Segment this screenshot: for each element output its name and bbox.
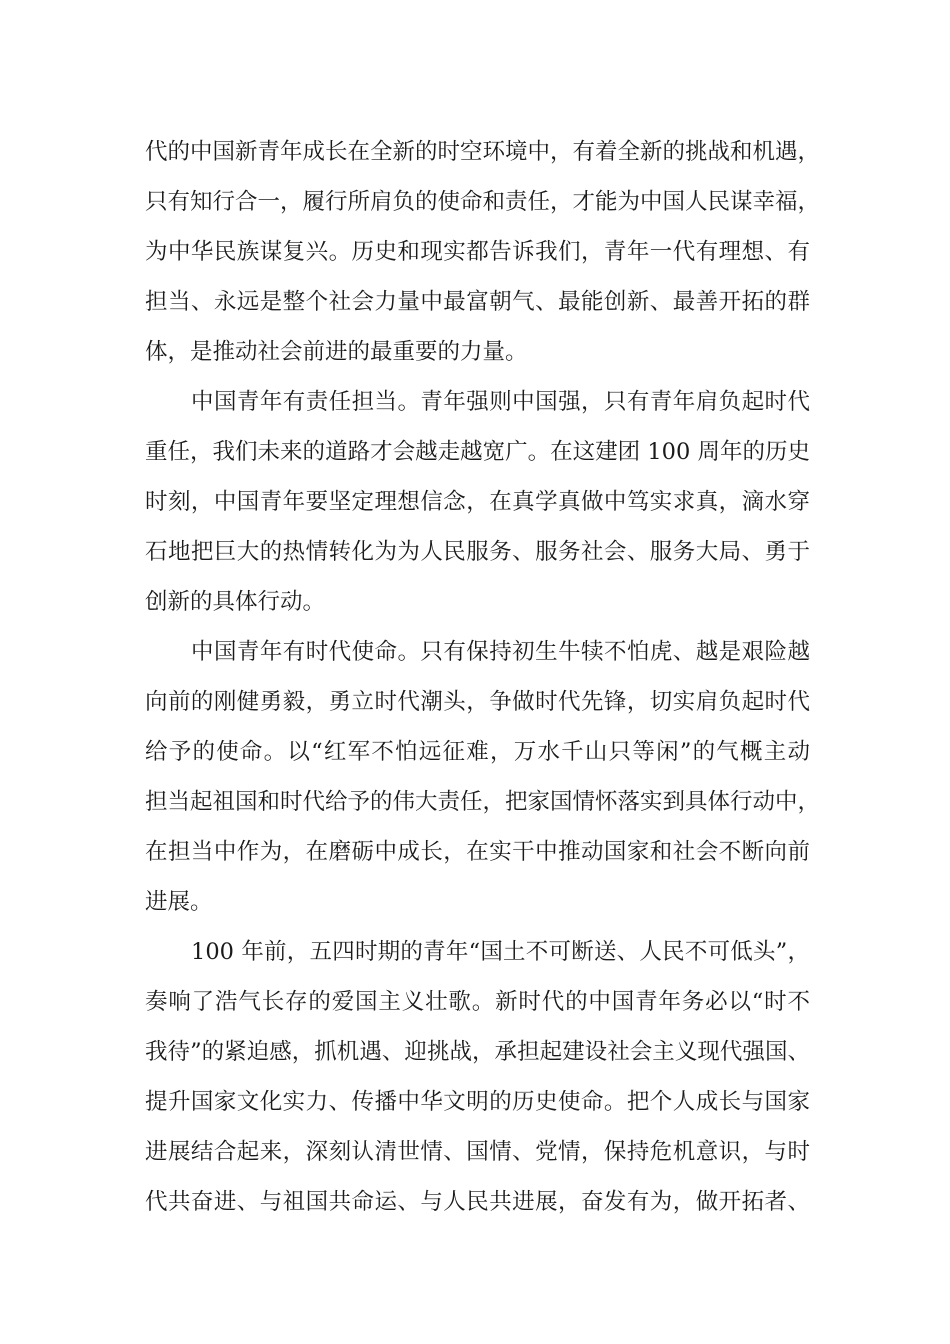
paragraph-first-line: 100 年前，五四时期的青年“国土不可断送、人民不可低头”，: [191, 939, 810, 965]
text-line: 代共奋进、与祖国共命运、与人民共进展，奋发有为，做开拓者、: [145, 1189, 810, 1215]
text-line: 在担当中作为，在磨砺中成长，在实干中推动国家和社会不断向前: [145, 839, 810, 865]
text-line: 给予的使命。以“红军不怕远征难，万水千山只等闲”的气概主动: [145, 739, 810, 765]
text-line: 代的中国新青年成长在全新的时空环境中，有着全新的挑战和机遇，: [145, 139, 821, 165]
text-line: 我待”的紧迫感，抓机遇、迎挑战，承担起建设社会主义现代强国、: [145, 1039, 810, 1065]
text-line: 向前的刚健勇毅，勇立时代潮头，争做时代先锋，切实肩负起时代: [145, 689, 810, 715]
text-line: 担当起祖国和时代给予的伟大责任，把家国情怀落实到具体行动中，: [145, 789, 821, 815]
text-line: 体，是推动社会前进的最重要的力量。: [145, 339, 528, 365]
text-line: 创新的具体行动。: [145, 589, 326, 615]
text-line: 进展结合起来，深刻认清世情、国情、党情，保持危机意识，与时: [145, 1139, 810, 1165]
paragraph-first-line: 中国青年有时代使命。只有保持初生牛犊不怕虎、越是艰险越: [191, 639, 810, 665]
text-line: 奏响了浩气长存的爱国主义壮歌。新时代的中国青年务必以“时不: [145, 989, 810, 1015]
text-line: 提升国家文化实力、传播中华文明的历史使命。把个人成长与国家: [145, 1089, 810, 1115]
text-line: 担当、永远是整个社会力量中最富朝气、最能创新、最善开拓的群: [145, 289, 810, 315]
paragraph-first-line: 中国青年有责任担当。青年强则中国强，只有青年肩负起时代: [191, 389, 810, 415]
text-line: 石地把巨大的热情转化为为人民服务、服务社会、服务大局、勇于: [145, 539, 810, 565]
text-line: 重任，我们未来的道路才会越走越宽广。在这建团 100 周年的历史: [145, 439, 810, 465]
text-line: 时刻，中国青年要坚定理想信念，在真学真做中笃实求真，滴水穿: [145, 489, 810, 515]
text-line: 只有知行合一，履行所肩负的使命和责任，才能为中国人民谋幸福，: [145, 189, 821, 215]
text-line: 为中华民族谋复兴。历史和现实都告诉我们，青年一代有理想、有: [145, 239, 810, 265]
text-line: 进展。: [145, 889, 213, 915]
